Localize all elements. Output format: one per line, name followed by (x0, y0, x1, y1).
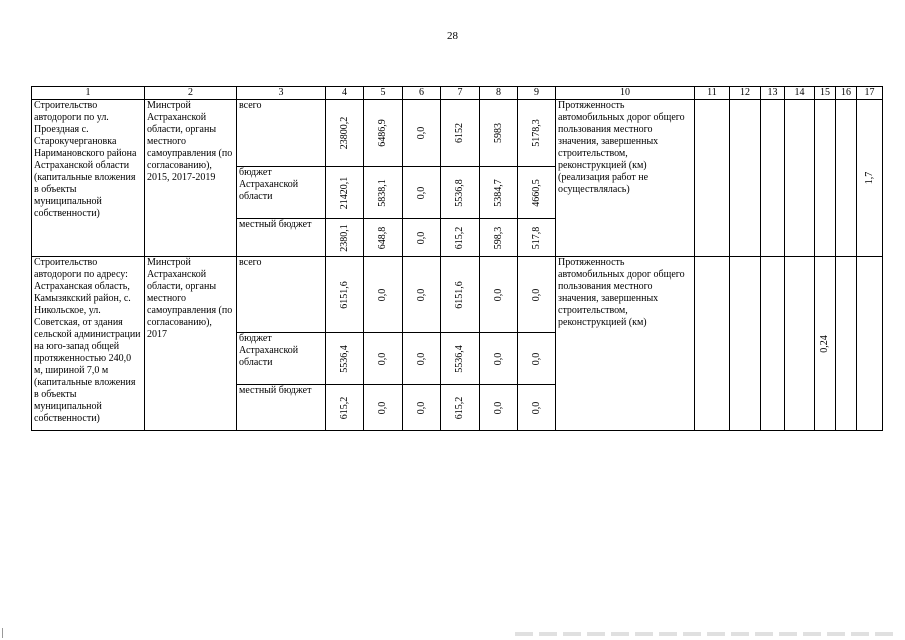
value-cell (518, 167, 556, 219)
value-cell (518, 219, 556, 257)
value-text: 0,0 (415, 352, 427, 365)
indicator-cell: Протяженность автомобильных дорог общего пользования местного значения, завершенных строительством, реконструкцией (км) (реализация работ не осуществлялась) (556, 100, 695, 257)
value-text: 5838,1 (377, 178, 388, 207)
value-text: 6152 (454, 123, 465, 143)
value-cell (326, 333, 364, 385)
col-header: 6 (403, 87, 441, 100)
value-text: 0,0 (377, 401, 388, 414)
col-header: 5 (364, 87, 403, 100)
value-cell (403, 167, 441, 219)
empty-cell (785, 257, 815, 431)
project-name-cell: Строительство автодороги по ул. Проездная с. Старокучергановка Наримановского района Астраханской области (капитальные вложения в объекты муниципальной собственности) (32, 100, 145, 257)
value-cell (518, 100, 556, 167)
value-cell (326, 167, 364, 219)
table-row (32, 100, 883, 167)
value-cell (403, 219, 441, 257)
value-cell (518, 385, 556, 431)
scan-edge-mark (2, 628, 3, 638)
empty-cell (730, 257, 761, 431)
value-text: 5178,3 (530, 119, 542, 147)
value-cell (518, 257, 556, 333)
empty-cell (695, 100, 730, 257)
value-text: 5536,4 (338, 344, 350, 373)
header-row (32, 87, 883, 100)
source-label: бюджет Астраханской области (237, 167, 326, 219)
value-cell (403, 385, 441, 431)
value-text: 615,2 (338, 396, 350, 419)
value-text: 0,0 (377, 288, 388, 301)
value-cell (480, 167, 518, 219)
value-text: 0,0 (492, 401, 504, 414)
empty-cell (836, 100, 857, 257)
col-header: 2 (145, 87, 237, 100)
value-cell (326, 385, 364, 431)
value-text: 21420,1 (338, 176, 350, 209)
source-label: бюджет Астраханской области (237, 333, 326, 385)
value-cell (441, 385, 480, 431)
col-header: 15 (815, 87, 836, 100)
col-header: 13 (761, 87, 785, 100)
value-cell (441, 167, 480, 219)
value-cell (364, 385, 403, 431)
value-text: 5536,8 (454, 178, 465, 207)
value-text: 5384,7 (492, 178, 504, 207)
executor-cell: Минстрой Астраханской области, органы местного самоуправления (по согласованию), 2015, 2017-2019 (145, 100, 237, 257)
value-text: 4660,5 (530, 178, 542, 207)
col15-value: 0,24 (819, 334, 830, 353)
value-text: 0,0 (415, 186, 427, 199)
value-cell (364, 167, 403, 219)
empty-cell (836, 257, 857, 431)
value-text: 0,0 (492, 288, 504, 301)
value-text: 0,0 (530, 401, 542, 414)
col15-cell (815, 257, 836, 431)
value-cell (326, 100, 364, 167)
value-cell (480, 385, 518, 431)
source-label: всего (237, 100, 326, 167)
col15-cell (815, 100, 836, 257)
value-text: 0,0 (530, 288, 542, 301)
value-text: 517,8 (530, 226, 542, 249)
col-header: 9 (518, 87, 556, 100)
value-text: 6151,6 (338, 280, 350, 309)
value-text: 6151,6 (454, 280, 465, 309)
value-cell (326, 257, 364, 333)
col17-value: 1,7 (863, 171, 875, 185)
project-name-cell: Строительство автодороги по адресу: Астраханская область, Камызякский район, с. Никольское, ул. Советская, от здания сельской администрации на юго-запад общей протяженностью 240,0 м, шириной 7,0 м (капитальные вложения в объекты муниципальной собственности) (32, 257, 145, 431)
empty-cell (761, 100, 785, 257)
col-header: 10 (556, 87, 695, 100)
col-header: 3 (237, 87, 326, 100)
source-label: местный бюджет (237, 219, 326, 257)
value-text: 0,0 (530, 352, 542, 365)
col17-cell (857, 100, 883, 257)
value-text: 0,0 (415, 401, 427, 414)
value-cell (403, 333, 441, 385)
value-cell (364, 219, 403, 257)
value-cell (403, 100, 441, 167)
value-cell (441, 219, 480, 257)
col-header: 14 (785, 87, 815, 100)
col17-cell (857, 257, 883, 431)
value-cell (326, 219, 364, 257)
value-cell (480, 219, 518, 257)
value-text: 0,0 (415, 288, 427, 301)
value-text: 648,8 (377, 226, 388, 249)
col-header: 8 (480, 87, 518, 100)
value-text: 615,2 (454, 226, 465, 249)
value-cell (518, 333, 556, 385)
col-header: 4 (326, 87, 364, 100)
col-header: 12 (730, 87, 761, 100)
indicator-cell: Протяженность автомобильных дорог общего пользования местного значения, завершенных строительством, реконструкцией (км) (556, 257, 695, 431)
empty-cell (785, 100, 815, 257)
value-cell (364, 100, 403, 167)
value-cell (480, 257, 518, 333)
value-cell (441, 100, 480, 167)
value-cell (441, 333, 480, 385)
value-text: 23800,2 (338, 116, 350, 150)
value-text: 2380,1 (338, 223, 350, 252)
value-text: 0,0 (492, 352, 504, 365)
value-text: 0,0 (415, 231, 427, 244)
col-header: 16 (836, 87, 857, 100)
value-cell (480, 333, 518, 385)
program-table (31, 86, 883, 431)
value-cell (403, 257, 441, 333)
empty-cell (730, 100, 761, 257)
value-text: 5536,4 (454, 344, 465, 373)
value-cell (441, 257, 480, 333)
col-header: 7 (441, 87, 480, 100)
empty-cell (761, 257, 785, 431)
col-header: 1 (32, 87, 145, 100)
empty-cell (695, 257, 730, 431)
value-text: 6486,9 (377, 119, 388, 147)
col-header: 17 (857, 87, 883, 100)
source-label: всего (237, 257, 326, 333)
value-text: 5983 (492, 123, 504, 143)
value-text: 615,2 (454, 396, 465, 419)
col-header: 11 (695, 87, 730, 100)
table-row (32, 257, 883, 333)
value-cell (364, 333, 403, 385)
value-text: 0,0 (415, 126, 427, 140)
value-text: 0,0 (377, 352, 388, 365)
executor-cell: Минстрой Астраханской области, органы местного самоуправления (по согласованию), 2017 (145, 257, 237, 431)
footer-scan-artifact (515, 632, 895, 636)
value-cell (364, 257, 403, 333)
page-number: 28 (447, 30, 458, 42)
value-cell (480, 100, 518, 167)
value-text: 598,3 (492, 226, 504, 249)
source-label: местный бюджет (237, 385, 326, 431)
